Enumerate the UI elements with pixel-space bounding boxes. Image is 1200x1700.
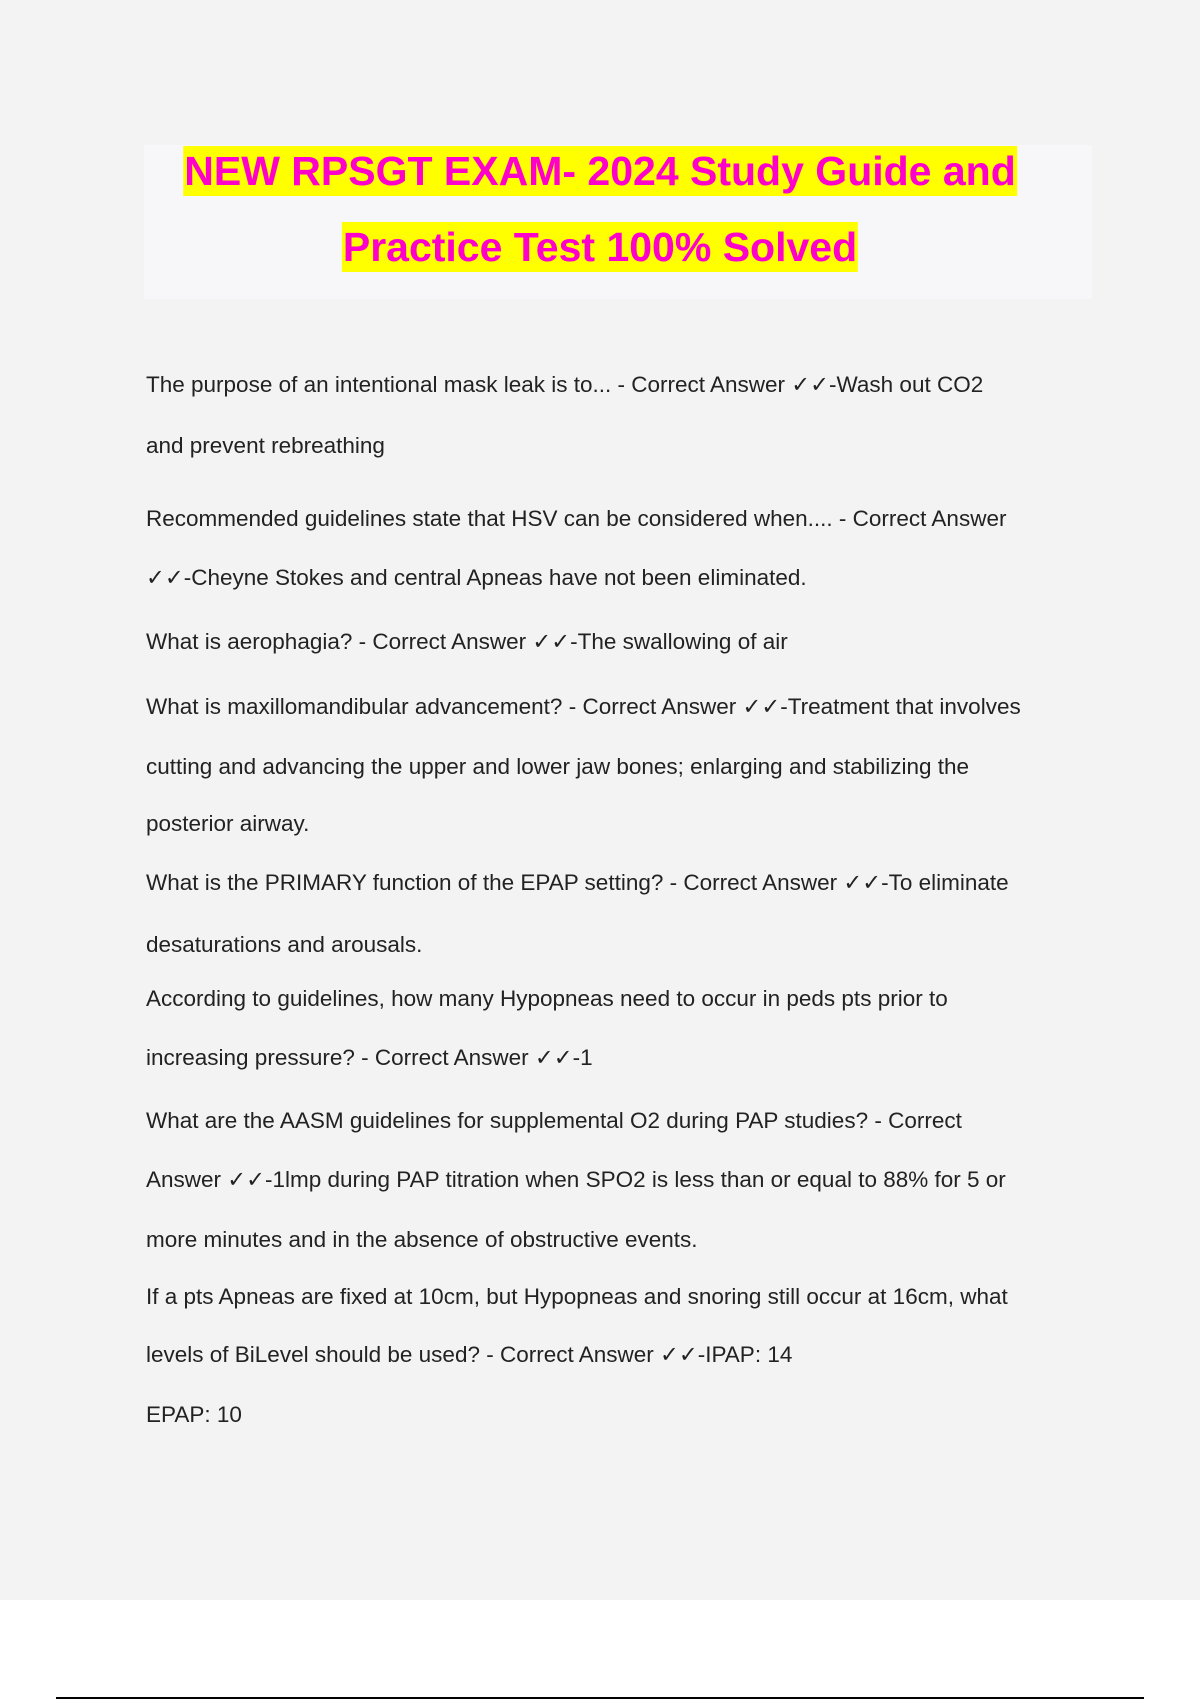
qa-line: If a pts Apneas are fixed at 10cm, but Hypopneas and snoring still occur at 16cm, what <box>146 1284 1008 1309</box>
document-title-line-1: NEW RPSGT EXAM- 2024 Study Guide and <box>184 148 1016 194</box>
qa-line: desaturations and arousals. <box>146 932 423 957</box>
qa-line: What is the PRIMARY function of the EPAP setting? - Correct Answer ✓✓-To eliminate <box>146 870 1009 895</box>
qa-line: Answer ✓✓-1lmp during PAP titration when SPO2 is less than or equal to 88% for 5 or <box>146 1167 1006 1192</box>
qa-line: The purpose of an intentional mask leak is to... - Correct Answer ✓✓-Wash out CO2 <box>146 372 984 397</box>
qa-line: cutting and advancing the upper and lower jaw bones; enlarging and stabilizing the <box>146 754 970 779</box>
qa-line: What is maxillomandibular advancement? - Correct Answer ✓✓-Treatment that involves <box>146 694 1021 719</box>
qa-line: and prevent rebreathing <box>146 433 385 458</box>
qa-line: levels of BiLevel should be used? - Correct Answer ✓✓-IPAP: 14 <box>146 1342 793 1367</box>
qa-line: increasing pressure? - Correct Answer ✓✓-1 <box>146 1045 593 1070</box>
qa-line: What is aerophagia? - Correct Answer ✓✓-The swallowing of air <box>146 629 788 654</box>
bottom-rule <box>56 1697 1144 1699</box>
document-title-line-2: Practice Test 100% Solved <box>342 224 858 270</box>
qa-line: ✓✓-Cheyne Stokes and central Apneas have not been eliminated. <box>146 565 807 590</box>
qa-line: more minutes and in the absence of obstructive events. <box>146 1227 698 1252</box>
qa-line: EPAP: 10 <box>146 1402 242 1427</box>
qa-line: Recommended guidelines state that HSV can be considered when.... - Correct Answer <box>146 506 1007 531</box>
qa-line: posterior airway. <box>146 811 310 836</box>
qa-line: What are the AASM guidelines for supplemental O2 during PAP studies? - Correct <box>146 1108 962 1133</box>
qa-line: According to guidelines, how many Hypopneas need to occur in peds pts prior to <box>146 986 948 1011</box>
